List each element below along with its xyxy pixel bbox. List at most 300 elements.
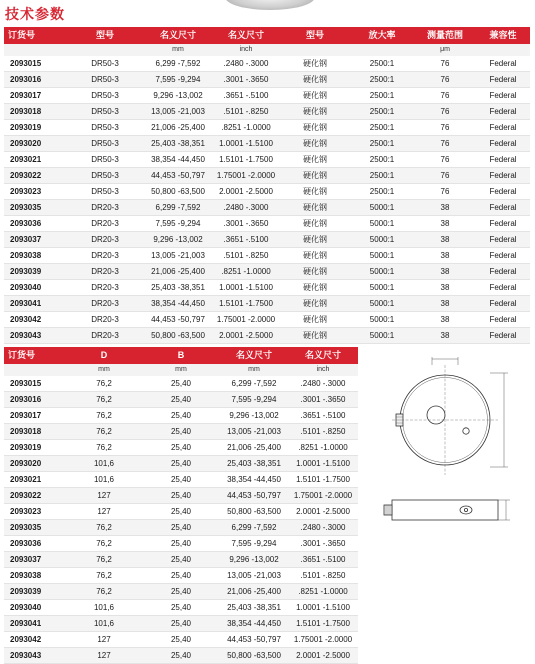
cell-b: 25,40 bbox=[142, 584, 220, 600]
cell-b: 25,40 bbox=[142, 648, 220, 664]
table-body bbox=[4, 56, 530, 344]
table-header-row bbox=[4, 347, 358, 364]
cell-compatibility: Federal bbox=[476, 296, 530, 312]
cell-magnification: 5000:1 bbox=[350, 200, 414, 216]
cell-order-no: 2093018 bbox=[4, 104, 66, 120]
table-row bbox=[4, 264, 530, 280]
table-row bbox=[4, 312, 530, 328]
cell-model: DR20-3 bbox=[66, 200, 144, 216]
cell-order-no: 2093016 bbox=[4, 392, 66, 408]
table-row bbox=[4, 280, 530, 296]
cell-magnification: 2500:1 bbox=[350, 184, 414, 200]
cell-nominal-mm: 6,299 -7,592 bbox=[144, 56, 212, 72]
cell-order-no: 2093037 bbox=[4, 232, 66, 248]
cell-range: 76 bbox=[414, 168, 476, 184]
cell-order-no: 2093041 bbox=[4, 616, 66, 632]
cell-compatibility: Federal bbox=[476, 104, 530, 120]
cell-range: 38 bbox=[414, 200, 476, 216]
cell-b: 25,40 bbox=[142, 552, 220, 568]
cell-model: DR50-3 bbox=[66, 56, 144, 72]
cell-material: 硬化钢 bbox=[280, 312, 350, 328]
cell-nominal-mm: 13,005 -21,003 bbox=[144, 104, 212, 120]
table-row bbox=[4, 408, 358, 424]
cell-magnification: 2500:1 bbox=[350, 168, 414, 184]
unit-cell: inch bbox=[212, 44, 280, 56]
cell-model: DR20-3 bbox=[66, 312, 144, 328]
cell-nominal-mm: 21,006 -25,400 bbox=[144, 120, 212, 136]
cell-model: DR50-3 bbox=[66, 136, 144, 152]
cell-nominal-inch: 2.0001 -2.5000 bbox=[288, 648, 358, 664]
cell-b: 25,40 bbox=[142, 488, 220, 504]
cell-nominal-mm: 50,800 -63,500 bbox=[220, 504, 288, 520]
cell-nominal-inch: 1.5101 -1.7500 bbox=[212, 152, 280, 168]
table-row bbox=[4, 136, 530, 152]
cell-nominal-mm: 44,453 -50,797 bbox=[144, 168, 212, 184]
cell-b: 25,40 bbox=[142, 392, 220, 408]
table-header-row bbox=[4, 27, 530, 44]
cell-model: DR20-3 bbox=[66, 264, 144, 280]
unit-cell: mm bbox=[220, 364, 288, 376]
cell-order-no: 2093021 bbox=[4, 152, 66, 168]
cell-nominal-mm: 38,354 -44,450 bbox=[220, 616, 288, 632]
cell-nominal-inch: .5101 -.8250 bbox=[288, 568, 358, 584]
cell-d: 76,2 bbox=[66, 440, 142, 456]
cell-magnification: 5000:1 bbox=[350, 248, 414, 264]
cell-b: 25,40 bbox=[142, 424, 220, 440]
cell-material: 硬化钢 bbox=[280, 152, 350, 168]
cell-model: DR50-3 bbox=[66, 88, 144, 104]
cell-nominal-inch: .2480 -.3000 bbox=[288, 520, 358, 536]
cell-d: 127 bbox=[66, 488, 142, 504]
page-title: 技术参数 bbox=[5, 6, 65, 22]
cell-nominal-inch: .3001 -.3650 bbox=[288, 536, 358, 552]
cell-nominal-mm: 38,354 -44,450 bbox=[144, 152, 212, 168]
cell-magnification: 2500:1 bbox=[350, 152, 414, 168]
cell-nominal-inch: .3651 -.5100 bbox=[212, 232, 280, 248]
cell-magnification: 2500:1 bbox=[350, 136, 414, 152]
cell-model: DR50-3 bbox=[66, 72, 144, 88]
table-row bbox=[4, 504, 358, 520]
table-row bbox=[4, 600, 358, 616]
table-row bbox=[4, 456, 358, 472]
cell-nominal-inch: 1.0001 -1.5100 bbox=[212, 136, 280, 152]
col-header-nominal-mm: 名义尺寸 bbox=[220, 347, 288, 364]
cell-compatibility: Federal bbox=[476, 232, 530, 248]
cell-order-no: 2093043 bbox=[4, 648, 66, 664]
cell-order-no: 2093020 bbox=[4, 136, 66, 152]
ring-gauge-drawing bbox=[370, 355, 530, 535]
cell-order-no: 2093019 bbox=[4, 440, 66, 456]
cell-order-no: 2093021 bbox=[4, 472, 66, 488]
cell-range: 76 bbox=[414, 104, 476, 120]
cell-nominal-mm: 13,005 -21,003 bbox=[220, 568, 288, 584]
cell-nominal-inch: .2480 -.3000 bbox=[212, 56, 280, 72]
cell-b: 25,40 bbox=[142, 440, 220, 456]
cell-order-no: 2093019 bbox=[4, 120, 66, 136]
cell-b: 25,40 bbox=[142, 472, 220, 488]
cell-nominal-inch: .5101 -.8250 bbox=[288, 424, 358, 440]
col-header-compatibility: 兼容性 bbox=[476, 27, 530, 44]
cell-material: 硬化钢 bbox=[280, 56, 350, 72]
cell-nominal-mm: 7,595 -9,294 bbox=[144, 72, 212, 88]
cell-material: 硬化钢 bbox=[280, 264, 350, 280]
cell-nominal-mm: 6,299 -7,592 bbox=[144, 200, 212, 216]
col-header-range: 测量范围 bbox=[414, 27, 476, 44]
cell-range: 76 bbox=[414, 56, 476, 72]
cell-order-no: 2093018 bbox=[4, 424, 66, 440]
cell-order-no: 2093020 bbox=[4, 456, 66, 472]
cell-order-no: 2093039 bbox=[4, 264, 66, 280]
cell-range: 76 bbox=[414, 136, 476, 152]
cell-b: 25,40 bbox=[142, 504, 220, 520]
spec-table-2 bbox=[4, 347, 358, 664]
table-row bbox=[4, 552, 358, 568]
table-row bbox=[4, 472, 358, 488]
col-header-model: 型号 bbox=[66, 27, 144, 44]
cell-d: 127 bbox=[66, 648, 142, 664]
col-header-magnification: 放大率 bbox=[350, 27, 414, 44]
cell-order-no: 2093015 bbox=[4, 376, 66, 392]
cell-nominal-inch: .3651 -.5100 bbox=[288, 552, 358, 568]
cell-nominal-mm: 50,800 -63,500 bbox=[144, 184, 212, 200]
cell-order-no: 2093038 bbox=[4, 248, 66, 264]
cell-nominal-inch: .8251 -1.0000 bbox=[288, 440, 358, 456]
cell-order-no: 2093016 bbox=[4, 72, 66, 88]
cell-range: 38 bbox=[414, 312, 476, 328]
cell-nominal-inch: 2.0001 -2.5000 bbox=[288, 504, 358, 520]
cell-nominal-mm: 25,403 -38,351 bbox=[144, 136, 212, 152]
cell-compatibility: Federal bbox=[476, 216, 530, 232]
table-row bbox=[4, 648, 358, 664]
cell-nominal-mm: 13,005 -21,003 bbox=[220, 424, 288, 440]
cell-d: 76,2 bbox=[66, 568, 142, 584]
table-row bbox=[4, 168, 530, 184]
cell-d: 127 bbox=[66, 632, 142, 648]
cell-model: DR20-3 bbox=[66, 248, 144, 264]
cell-magnification: 5000:1 bbox=[350, 312, 414, 328]
cell-nominal-inch: 1.5101 -1.7500 bbox=[288, 472, 358, 488]
cell-material: 硬化钢 bbox=[280, 88, 350, 104]
cell-d: 76,2 bbox=[66, 376, 142, 392]
cell-material: 硬化钢 bbox=[280, 248, 350, 264]
cell-compatibility: Federal bbox=[476, 152, 530, 168]
table-row bbox=[4, 568, 358, 584]
cell-magnification: 2500:1 bbox=[350, 72, 414, 88]
table-row bbox=[4, 120, 530, 136]
cell-d: 76,2 bbox=[66, 408, 142, 424]
cell-compatibility: Federal bbox=[476, 136, 530, 152]
cell-b: 25,40 bbox=[142, 568, 220, 584]
cell-model: DR20-3 bbox=[66, 328, 144, 344]
table-row bbox=[4, 488, 358, 504]
cell-model: DR50-3 bbox=[66, 168, 144, 184]
cell-order-no: 2093015 bbox=[4, 56, 66, 72]
unit-cell: inch bbox=[288, 364, 358, 376]
cell-nominal-inch: .5101 -.8250 bbox=[212, 104, 280, 120]
cell-magnification: 2500:1 bbox=[350, 104, 414, 120]
table-row bbox=[4, 536, 358, 552]
cell-order-no: 2093022 bbox=[4, 488, 66, 504]
cell-range: 38 bbox=[414, 296, 476, 312]
cell-range: 76 bbox=[414, 88, 476, 104]
table-row bbox=[4, 216, 530, 232]
cell-material: 硬化钢 bbox=[280, 104, 350, 120]
cell-nominal-inch: .2480 -.3000 bbox=[212, 200, 280, 216]
cell-compatibility: Federal bbox=[476, 200, 530, 216]
cell-material: 硬化钢 bbox=[280, 120, 350, 136]
cell-compatibility: Federal bbox=[476, 120, 530, 136]
cell-material: 硬化钢 bbox=[280, 72, 350, 88]
cell-material: 硬化钢 bbox=[280, 136, 350, 152]
cell-nominal-inch: .8251 -1.0000 bbox=[212, 264, 280, 280]
cell-compatibility: Federal bbox=[476, 264, 530, 280]
cell-order-no: 2093035 bbox=[4, 200, 66, 216]
units-row bbox=[4, 364, 358, 376]
unit-cell bbox=[4, 44, 66, 56]
cell-order-no: 2093042 bbox=[4, 632, 66, 648]
cell-nominal-mm: 25,403 -38,351 bbox=[144, 280, 212, 296]
cell-nominal-mm: 50,800 -63,500 bbox=[220, 648, 288, 664]
cell-order-no: 2093037 bbox=[4, 552, 66, 568]
cell-nominal-inch: 1.0001 -1.5100 bbox=[288, 456, 358, 472]
cell-model: DR50-3 bbox=[66, 104, 144, 120]
cell-order-no: 2093035 bbox=[4, 520, 66, 536]
cell-nominal-mm: 7,595 -9,294 bbox=[220, 536, 288, 552]
cell-magnification: 2500:1 bbox=[350, 88, 414, 104]
cell-magnification: 5000:1 bbox=[350, 280, 414, 296]
cell-nominal-inch: 1.0001 -1.5100 bbox=[288, 600, 358, 616]
ring-gauge-side-view bbox=[384, 500, 510, 520]
cell-material: 硬化钢 bbox=[280, 200, 350, 216]
cell-nominal-inch: .3001 -.3650 bbox=[288, 392, 358, 408]
col-header-nominal-inch: 名义尺寸 bbox=[288, 347, 358, 364]
cell-range: 38 bbox=[414, 328, 476, 344]
cell-model: DR20-3 bbox=[66, 216, 144, 232]
cell-d: 76,2 bbox=[66, 536, 142, 552]
cell-d: 76,2 bbox=[66, 584, 142, 600]
cell-order-no: 2093038 bbox=[4, 568, 66, 584]
cell-nominal-inch: 1.75001 -2.0000 bbox=[212, 312, 280, 328]
table-row bbox=[4, 200, 530, 216]
cell-nominal-inch: .3001 -.3650 bbox=[212, 216, 280, 232]
cell-nominal-mm: 44,453 -50,797 bbox=[220, 488, 288, 504]
cell-nominal-mm: 9,296 -13,002 bbox=[144, 232, 212, 248]
cell-d: 76,2 bbox=[66, 520, 142, 536]
col-header-d: D bbox=[66, 347, 142, 364]
cell-order-no: 2093042 bbox=[4, 312, 66, 328]
cell-magnification: 5000:1 bbox=[350, 232, 414, 248]
cell-compatibility: Federal bbox=[476, 280, 530, 296]
unit-cell: mm bbox=[144, 44, 212, 56]
cell-order-no: 2093017 bbox=[4, 408, 66, 424]
cell-nominal-inch: 1.75001 -2.0000 bbox=[212, 168, 280, 184]
cell-model: DR20-3 bbox=[66, 296, 144, 312]
cell-b: 25,40 bbox=[142, 376, 220, 392]
cell-compatibility: Federal bbox=[476, 56, 530, 72]
cell-nominal-inch: .3651 -.5100 bbox=[288, 408, 358, 424]
table-row bbox=[4, 72, 530, 88]
cell-compatibility: Federal bbox=[476, 72, 530, 88]
cell-magnification: 2500:1 bbox=[350, 56, 414, 72]
cell-b: 25,40 bbox=[142, 600, 220, 616]
cell-order-no: 2093022 bbox=[4, 168, 66, 184]
cell-compatibility: Federal bbox=[476, 312, 530, 328]
cell-material: 硬化钢 bbox=[280, 296, 350, 312]
cell-compatibility: Federal bbox=[476, 168, 530, 184]
cell-compatibility: Federal bbox=[476, 248, 530, 264]
col-header-nominal-mm: 名义尺寸 bbox=[144, 27, 212, 44]
cell-range: 38 bbox=[414, 216, 476, 232]
table-row bbox=[4, 520, 358, 536]
cell-b: 25,40 bbox=[142, 632, 220, 648]
cell-range: 76 bbox=[414, 72, 476, 88]
cell-model: DR20-3 bbox=[66, 232, 144, 248]
cell-nominal-inch: 2.0001 -2.5000 bbox=[212, 328, 280, 344]
table-row bbox=[4, 392, 358, 408]
cell-nominal-inch: 2.0001 -2.5000 bbox=[212, 184, 280, 200]
cell-model: DR50-3 bbox=[66, 152, 144, 168]
cell-nominal-inch: 1.5101 -1.7500 bbox=[212, 296, 280, 312]
table-row bbox=[4, 616, 358, 632]
cell-nominal-inch: .5101 -.8250 bbox=[212, 248, 280, 264]
cell-nominal-mm: 7,595 -9,294 bbox=[220, 392, 288, 408]
cell-d: 101,6 bbox=[66, 600, 142, 616]
cell-order-no: 2093023 bbox=[4, 184, 66, 200]
cell-range: 76 bbox=[414, 120, 476, 136]
cell-nominal-inch: .2480 -.3000 bbox=[288, 376, 358, 392]
cell-nominal-mm: 50,800 -63,500 bbox=[144, 328, 212, 344]
cell-material: 硬化钢 bbox=[280, 328, 350, 344]
table-row bbox=[4, 632, 358, 648]
col-header-material: 型号 bbox=[280, 27, 350, 44]
cell-nominal-mm: 7,595 -9,294 bbox=[144, 216, 212, 232]
table-row bbox=[4, 184, 530, 200]
cell-compatibility: Federal bbox=[476, 184, 530, 200]
cell-order-no: 2093040 bbox=[4, 600, 66, 616]
cell-nominal-inch: .8251 -1.0000 bbox=[212, 120, 280, 136]
cell-range: 38 bbox=[414, 248, 476, 264]
table-row bbox=[4, 56, 530, 72]
col-header-b: B bbox=[142, 347, 220, 364]
cell-nominal-inch: 1.0001 -1.5100 bbox=[212, 280, 280, 296]
cell-nominal-mm: 6,299 -7,592 bbox=[220, 520, 288, 536]
table-row bbox=[4, 376, 358, 392]
col-header-nominal-inch: 名义尺寸 bbox=[212, 27, 280, 44]
spec-table-1 bbox=[4, 27, 530, 344]
unit-cell: μm bbox=[414, 44, 476, 56]
cell-nominal-mm: 21,006 -25,400 bbox=[220, 584, 288, 600]
unit-cell bbox=[66, 44, 144, 56]
cell-compatibility: Federal bbox=[476, 328, 530, 344]
cell-model: DR50-3 bbox=[66, 184, 144, 200]
cell-nominal-inch: 1.75001 -2.0000 bbox=[288, 488, 358, 504]
cell-b: 25,40 bbox=[142, 616, 220, 632]
cell-range: 38 bbox=[414, 232, 476, 248]
cell-order-no: 2093040 bbox=[4, 280, 66, 296]
unit-cell: mm bbox=[66, 364, 142, 376]
cell-nominal-mm: 38,354 -44,450 bbox=[220, 472, 288, 488]
table-row bbox=[4, 328, 530, 344]
cell-nominal-mm: 9,296 -13,002 bbox=[220, 552, 288, 568]
cell-magnification: 2500:1 bbox=[350, 120, 414, 136]
cell-range: 38 bbox=[414, 264, 476, 280]
cell-nominal-mm: 21,006 -25,400 bbox=[144, 264, 212, 280]
cell-nominal-inch: .8251 -1.0000 bbox=[288, 584, 358, 600]
cell-nominal-mm: 25,403 -38,351 bbox=[220, 600, 288, 616]
table-row bbox=[4, 440, 358, 456]
unit-cell: mm bbox=[142, 364, 220, 376]
cell-d: 101,6 bbox=[66, 616, 142, 632]
col-header-order-no: 订货号 bbox=[4, 347, 66, 364]
cell-nominal-mm: 6,299 -7,592 bbox=[220, 376, 288, 392]
unit-cell bbox=[476, 44, 530, 56]
cell-nominal-mm: 9,296 -13,002 bbox=[144, 88, 212, 104]
table-row bbox=[4, 584, 358, 600]
table-row bbox=[4, 104, 530, 120]
cell-model: DR20-3 bbox=[66, 280, 144, 296]
cell-order-no: 2093036 bbox=[4, 216, 66, 232]
table-row bbox=[4, 248, 530, 264]
cell-magnification: 5000:1 bbox=[350, 296, 414, 312]
cell-nominal-mm: 44,453 -50,797 bbox=[144, 312, 212, 328]
cell-nominal-inch: .3001 -.3650 bbox=[212, 72, 280, 88]
cell-b: 25,40 bbox=[142, 520, 220, 536]
cell-range: 38 bbox=[414, 280, 476, 296]
unit-cell bbox=[280, 44, 350, 56]
cell-order-no: 2093017 bbox=[4, 88, 66, 104]
cell-d: 127 bbox=[66, 504, 142, 520]
table-row bbox=[4, 296, 530, 312]
unit-cell bbox=[350, 44, 414, 56]
cell-range: 76 bbox=[414, 152, 476, 168]
cell-b: 25,40 bbox=[142, 536, 220, 552]
ring-gauge-top-view bbox=[392, 357, 508, 475]
cell-material: 硬化钢 bbox=[280, 280, 350, 296]
table-row bbox=[4, 424, 358, 440]
cell-magnification: 5000:1 bbox=[350, 328, 414, 344]
table-body bbox=[4, 376, 358, 664]
table-row bbox=[4, 232, 530, 248]
units-row bbox=[4, 44, 530, 56]
cell-material: 硬化钢 bbox=[280, 216, 350, 232]
cell-order-no: 2093023 bbox=[4, 504, 66, 520]
cell-nominal-mm: 38,354 -44,450 bbox=[144, 296, 212, 312]
cell-d: 76,2 bbox=[66, 552, 142, 568]
cell-b: 25,40 bbox=[142, 456, 220, 472]
cell-compatibility: Federal bbox=[476, 88, 530, 104]
cell-d: 101,6 bbox=[66, 456, 142, 472]
cell-nominal-mm: 13,005 -21,003 bbox=[144, 248, 212, 264]
cell-nominal-inch: 1.5101 -1.7500 bbox=[288, 616, 358, 632]
cell-model: DR50-3 bbox=[66, 120, 144, 136]
cell-d: 76,2 bbox=[66, 392, 142, 408]
unit-cell bbox=[4, 364, 66, 376]
cell-nominal-mm: 21,006 -25,400 bbox=[220, 440, 288, 456]
cell-nominal-mm: 9,296 -13,002 bbox=[220, 408, 288, 424]
cell-nominal-mm: 25,403 -38,351 bbox=[220, 456, 288, 472]
cell-d: 101,6 bbox=[66, 472, 142, 488]
col-header-order-no: 订货号 bbox=[4, 27, 66, 44]
cell-order-no: 2093039 bbox=[4, 584, 66, 600]
cell-d: 76,2 bbox=[66, 424, 142, 440]
cell-nominal-mm: 44,453 -50,797 bbox=[220, 632, 288, 648]
cell-material: 硬化钢 bbox=[280, 184, 350, 200]
cell-nominal-inch: 1.75001 -2.0000 bbox=[288, 632, 358, 648]
cell-magnification: 5000:1 bbox=[350, 216, 414, 232]
product-image-fragment bbox=[225, 0, 315, 10]
cell-magnification: 5000:1 bbox=[350, 264, 414, 280]
cell-material: 硬化钢 bbox=[280, 168, 350, 184]
